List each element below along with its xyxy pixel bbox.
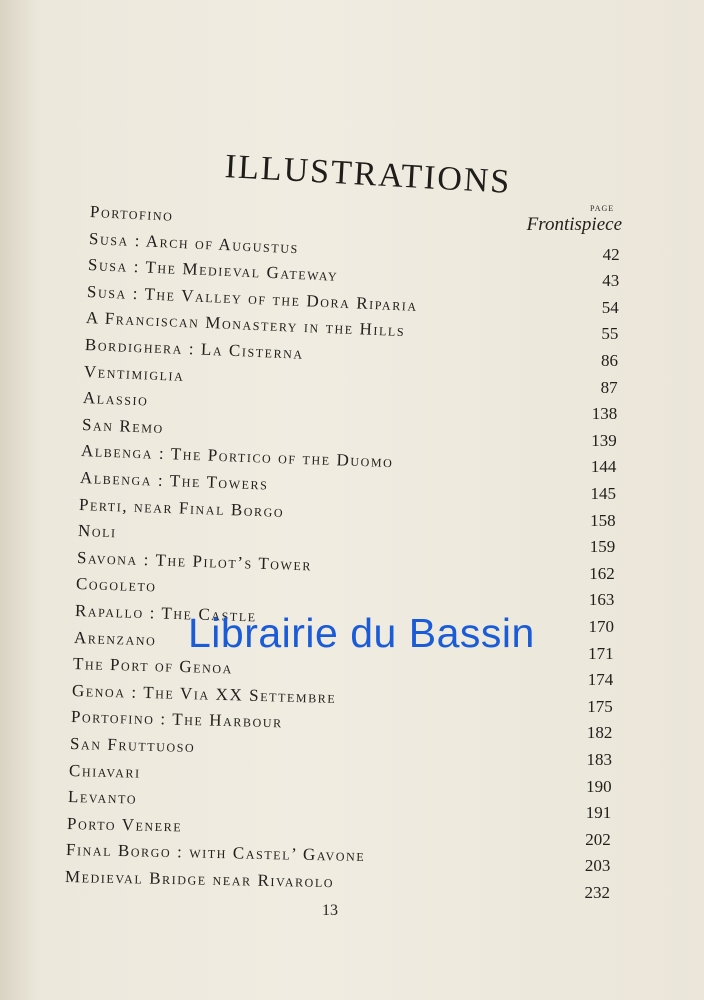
watermark-logo: Librairie du Bassin [188, 610, 535, 656]
illustration-page-number: 203 [584, 856, 611, 876]
illustration-page-number: 87 [600, 377, 618, 397]
illustration-title: Medieval Bridge near Rivarolo [64, 867, 335, 892]
illustration-title: A Franciscan Monastery in the Hills [85, 308, 406, 341]
illustration-title: Cogoleto [75, 574, 157, 596]
illustration-title: The Port of Genoa [72, 654, 234, 678]
illustration-page-number: Frontispiece [526, 214, 622, 235]
illustration-page-number: 144 [590, 457, 617, 477]
illustration-page-number: 182 [586, 723, 613, 743]
illustration-page-number: 171 [588, 643, 614, 663]
illustration-page-number: 86 [601, 351, 618, 370]
illustration-title: Bordighera : La Cisterna [84, 335, 305, 363]
illustration-title: Final Borgo : with Castel’ Gavone [65, 840, 366, 866]
illustration-page-number: 163 [588, 590, 615, 610]
illustration-page-number: 183 [586, 750, 612, 769]
illustration-page-number: 42 [602, 244, 620, 264]
illustration-title: Noli [77, 521, 117, 542]
illustration-page-number: 54 [601, 297, 619, 317]
illustration-page-number: 191 [585, 803, 612, 823]
illustration-title: Savona : The Pilot’s Tower [76, 547, 313, 575]
illustration-title: Portofino [89, 202, 174, 225]
illustration-title: Portofino : The Harbour [70, 707, 284, 732]
illustration-title: Chiavari [68, 760, 141, 782]
illustration-title: Albenga : The Towers [79, 468, 269, 494]
illustration-title: Porto Venere [66, 813, 183, 836]
illustration-title: Levanto [67, 787, 138, 808]
illustration-page-number: 175 [587, 696, 613, 716]
illustration-title: Perti, near Final Borgo [78, 494, 285, 521]
illustration-page-number: 162 [589, 563, 615, 583]
illustration-title: Ventimiglia [83, 361, 185, 385]
page-title: ILLUSTRATIONS [223, 148, 513, 201]
illustration-title: Genoa : The Via XX Settembre [71, 680, 337, 707]
illustration-page-number: 145 [590, 484, 616, 503]
illustration-page-number: 190 [586, 776, 612, 796]
illustration-title: Susa : Arch of Augustus [88, 228, 300, 257]
illustration-page-number: 158 [590, 510, 616, 530]
illustration-page-number: 55 [601, 324, 619, 344]
illustration-title: Arenzano [73, 627, 157, 649]
illustration-page-number: 138 [591, 404, 618, 424]
page-column-label: page [590, 202, 615, 214]
illustration-page-number: 159 [589, 537, 616, 557]
illustration-title: San Fruttuoso [69, 734, 196, 757]
illustration-title: San Remo [81, 414, 165, 437]
bleed-through-text [230, 37, 650, 76]
illustration-title: Alassio [82, 388, 149, 410]
illustration-page-number: 139 [591, 430, 617, 450]
illustration-title: Susa : The Medieval Gateway [87, 255, 339, 286]
illustration-page-number: 232 [584, 883, 610, 902]
illustration-page-number: 174 [587, 670, 614, 690]
illustration-title: Rapallo : The Castle [74, 601, 258, 626]
illustration-title: Albenga : The Portico of the Duomo [80, 441, 394, 472]
illustration-page-number: 202 [585, 829, 611, 849]
illustration-title: Susa : The Valley of the Dora Riparia [86, 281, 419, 315]
page-number: 13 [322, 902, 338, 919]
illustration-page-number: 43 [602, 271, 620, 291]
illustration-page-number: 170 [588, 617, 614, 636]
